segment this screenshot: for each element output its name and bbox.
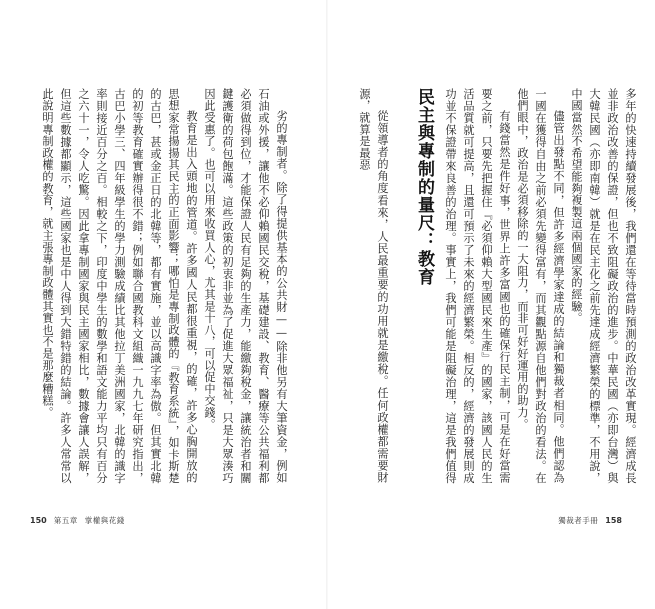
- left-page-body: [39, 88, 290, 484]
- paragraph: 從領導者的角度看來，人民最重要的功用就是繳稅。任何政權都需要財源，就算是最惡: [358, 88, 389, 484]
- chapter-label: 第五章: [53, 516, 78, 525]
- paragraph: 儘管出發點不同，但許多經濟學家達成的結論和獨裁者相同。他們認為一國在獲得自由之前必須先變得富有，而其觀點源自他們對政治的看法。在他們眼中，政治是必須移除的一大阻力，而非可好好運用的助力。: [516, 88, 565, 484]
- paragraph: 有錢當然是件好事，世界上許多富國也的確保行民主制，可是在好當需要之前，只要先把握住『必須仰賴大型國民來生產』的國家，該國人民的生活品質就可提高，且還可預示了未來的經濟繁榮。相反的，經濟的發展則成功並不保證帶來良善的治理。事實上，我們可能是阻礙治理，這是我們值得: [444, 88, 511, 484]
- chapter-title: 掌權與花錢: [84, 516, 125, 525]
- section-heading: 民主與專制的量尺：教育: [414, 88, 434, 286]
- paragraph: 教育是出入頭地的管道。許多國人民都很重視，的確，許多心胸開放的思想家常揚揚其民主的正面影響；哪怕是專制政體的『教育系統』，如卡斯楚的古巴，甚或金正日的北韓等，都有實施，並以高識字率為傲。但其實北韓的初等教育確實辦得很不錯；例如聯合國教科文組織一九九七年研究指出，古巴小學三、四年級學生的學力測驗成績比其他拉丁美洲國家，北韓的識字率則接近百分之百。相較之下，印度中學生的數學和語文能力平均只有百分之六十一，令人吃驚。因此拿專制國家與民主國家相比，數據會讓人誤解，但這些數據都顯示，這些國家也是中人得到大錯特錯的結論。許多人常常以此說明專制政權的教育，就主張專制政體其實也不是那麼糟糕。: [41, 88, 198, 484]
- right-page: [328, 0, 655, 609]
- left-page-footer: [30, 515, 125, 526]
- right-page-body: [439, 88, 639, 484]
- right-page-footer: [558, 515, 622, 526]
- book-title: 獨裁者手冊: [558, 516, 599, 525]
- paragraph: 劣的專制者。除了得提供基本的公共財——除非他另有大筆資金，例如石油或外援，讓他不必仰賴國民交稅，基礎建設、教育、醫療等公共福利都必須做得到位，才能保證人民有足夠的生產力，能繳夠稅金，讓統治者和關鍵護衛的荷包飽滿。這些政策的初衷非並為了促進大眾福祉，只是大眾湊巧因此受惠了。也可以用來收買人心，尤其是十八，可以促中交錢。: [203, 88, 288, 484]
- right-page-body-after-heading: [353, 88, 391, 484]
- page-number: 158: [605, 516, 622, 525]
- page-number: 150: [30, 516, 47, 525]
- left-page: [0, 0, 327, 609]
- paragraph: 多年的快速持續發展後，我們還在等待當時預測的政治改革實現。經濟成長並非政治改善的保證，但也不致阻礙政治的進步。中華民國（亦即台灣）與大韓民國（亦即南韓）就是在民主化之前先達成經濟繁榮的標準，不用說，中國當然不希望能夠複製這兩個國家的經驗。: [570, 88, 637, 484]
